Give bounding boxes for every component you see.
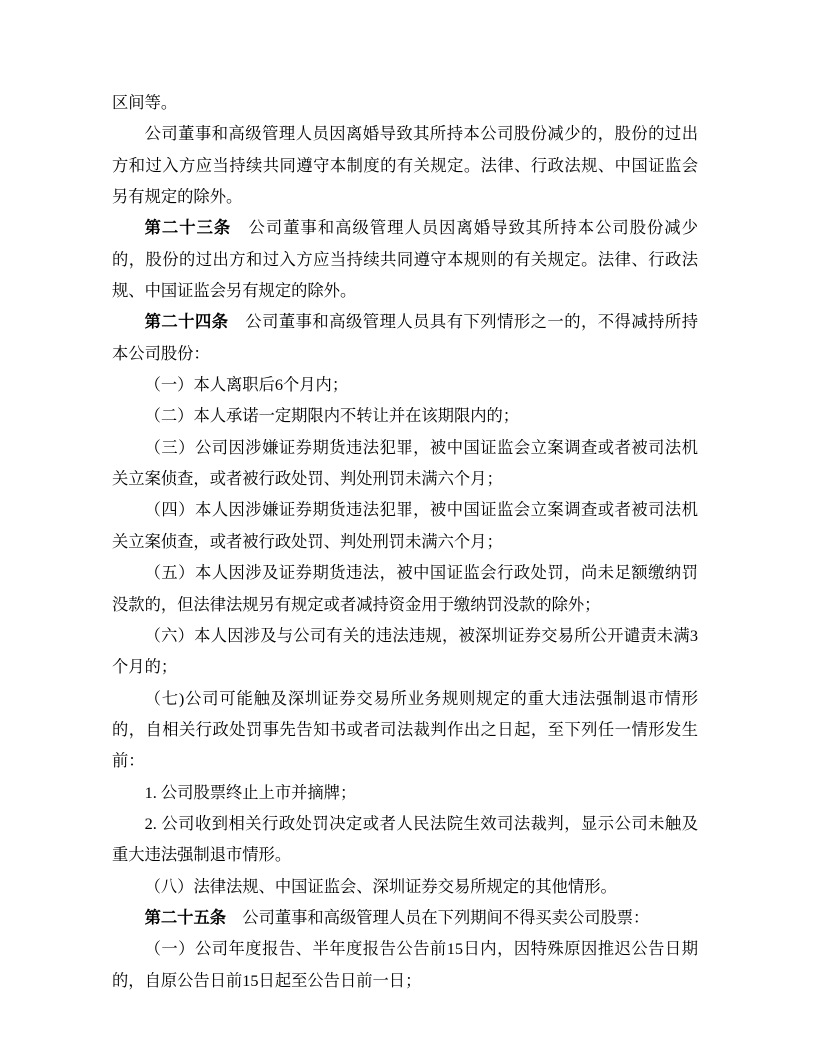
article-24-item-1: （一）本人离职后6个月内； — [144, 375, 349, 395]
article-24-item-7-subitem-1: 1. 公司股票终止上市并摘牌； — [144, 782, 357, 802]
paragraph-article-23 — [112, 212, 698, 306]
paragraph-article-24 — [112, 306, 698, 369]
article-24-item-7: （七)公司可能触及深圳证券交易所业务规则规定的重大违法强制退市情形的，自相关行政处罚事先告知书或者司法裁判作出之日起，至下列任一情形发生前： — [112, 688, 698, 771]
article-25-text: 公司董事和高级管理人员在下列期间不得买卖公司股票： — [226, 907, 650, 927]
article-24-item-7-subitem-2: 2. 公司收到相关行政处罚决定或者人民法院生效司法裁判，显示公司未触及重大违法强制退市情形。 — [112, 813, 698, 865]
article-24-text: 公司董事和高级管理人员具有下列情形之一的，不得减持所持本公司股份： — [112, 312, 698, 363]
article-25-item-1: （一）公司年度报告、半年度报告公告前15日内，因特殊原因推迟公告日期的，自原公告日前15日起至公告日前一日； — [112, 939, 698, 990]
article-24-item-2: （二）本人承诺一定期限内不转让并在该期限内的； — [144, 406, 520, 426]
paragraph-continuation: 区间等。 — [112, 93, 178, 112]
article-25-number: 第二十五条 — [144, 907, 227, 927]
article-24-item-3: （三）公司因涉嫌证券期货违法犯罪，被中国证监会立案调查或者被司法机关立案侦查，或者被行政处罚、判处刑罚未满六个月； — [112, 437, 698, 489]
article-23-number: 第二十三条 — [144, 218, 232, 238]
article-24-item-6: （六）本人因涉及与公司有关的违法违规，被深圳证券交易所公开谴责未满3个月的； — [112, 625, 698, 677]
document-body — [112, 87, 698, 996]
paragraph-article-25 — [112, 902, 698, 933]
article-24-item-8: （八）法律法规、中国证监会、深圳证券交易所规定的其他情形。 — [144, 876, 617, 896]
article-24-item-4: （四）本人因涉嫌证券期货违法犯罪，被中国证监会立案调查或者被司法机关立案侦查，或者被行政处罚、判处刑罚未满六个月； — [112, 500, 698, 551]
article-23-text: 公司董事和高级管理人员因离婚导致其所持本公司股份减少的，股份的过出方和过入方应当持续共同遵守本规则的有关规定。法律、行政法规、中国证监会另有规定的除外。 — [112, 218, 698, 301]
paragraph-divorce-transfer-rule: 公司董事和高级管理人员因离婚导致其所持本公司股份减少的，股份的过出方和过入方应当持续共同遵守本制度的有关规定。法律、行政法规、中国证监会另有规定的除外。 — [112, 124, 698, 207]
article-24-item-5: （五）本人因涉及证券期货违法，被中国证监会行政处罚，尚未足额缴纳罚没款的，但法律法规另有规定或者减持资金用于缴纳罚没款的除外； — [112, 563, 698, 614]
article-24-number: 第二十四条 — [144, 312, 229, 332]
